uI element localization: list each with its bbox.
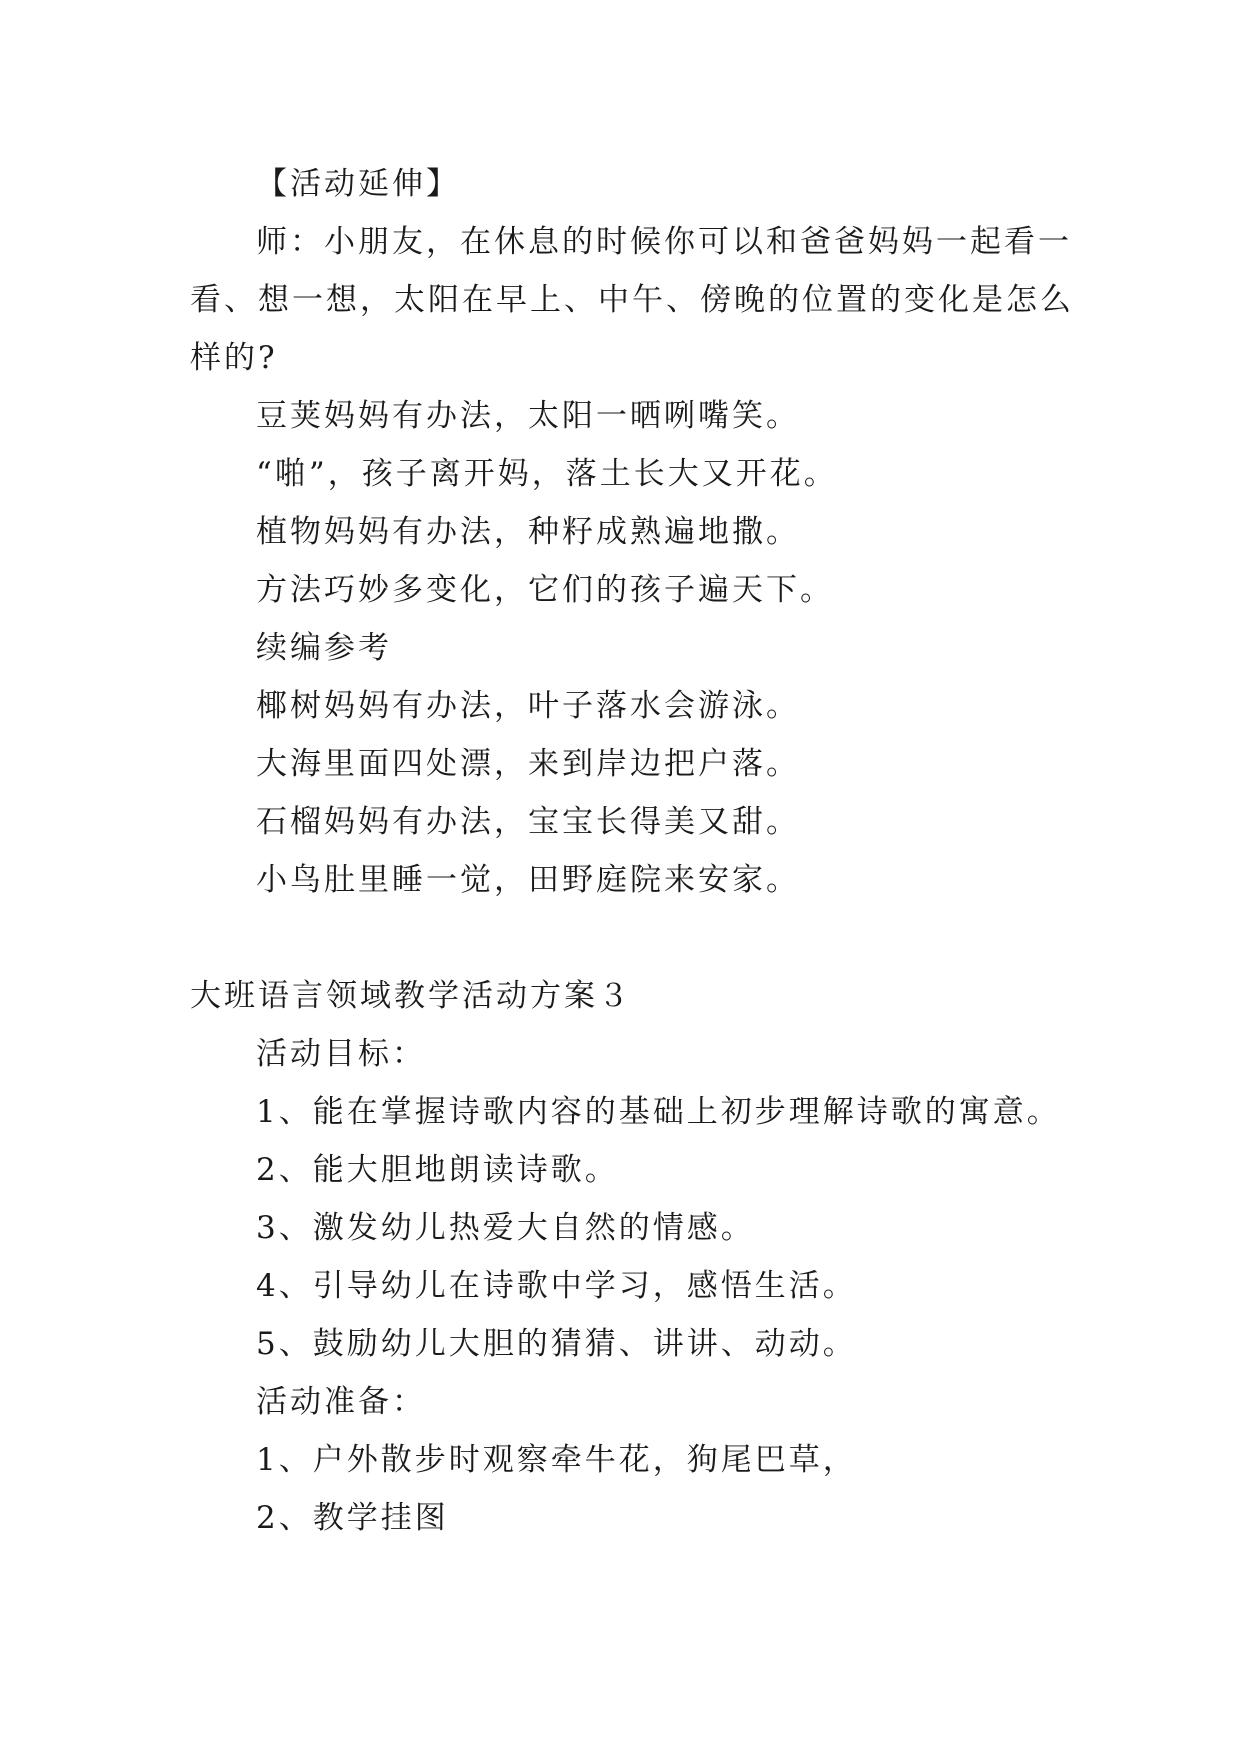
goal-item: 1、能在掌握诗歌内容的基础上初步理解诗歌的寓意。 [256, 1094, 1061, 1130]
prep-item: 1、户外散步时观察牵牛花，狗尾巴草， [256, 1442, 857, 1478]
goal-item: 3、激发幼儿热爱大自然的情感。 [256, 1210, 755, 1246]
paragraph-line: 看、想一想，太阳在早上、中午、傍晚的位置的变化是怎么 [190, 282, 1074, 318]
prep-item: 2、教学挂图 [256, 1500, 449, 1536]
continuation-line: 椰树妈妈有办法，叶子落水会游泳。 [256, 688, 800, 724]
paragraph-line: 师：小朋友，在休息的时候你可以和爸爸妈妈一起看一 [256, 224, 1072, 260]
goal-item: 4、引导幼儿在诗歌中学习，感悟生活。 [256, 1268, 857, 1304]
poem-line: “啪”，孩子离开妈，落土长大又开花。 [256, 456, 838, 492]
continuation-line: 石榴妈妈有办法，宝宝长得美又甜。 [256, 804, 800, 840]
poem-line: 植物妈妈有办法，种籽成熟遍地撒。 [256, 514, 800, 550]
continuation-label: 续编参考 [256, 630, 392, 666]
goal-item: 2、能大胆地朗读诗歌。 [256, 1152, 619, 1188]
goals-label: 活动目标： [256, 1036, 426, 1072]
paragraph-line: 样的? [190, 340, 278, 376]
section-heading-extension: 【活动延伸】 [256, 166, 460, 202]
continuation-line: 大海里面四处漂，来到岸边把户落。 [256, 746, 800, 782]
poem-line: 方法巧妙多变化，它们的孩子遍天下。 [256, 572, 834, 608]
section-title-plan3: 大班语言领域教学活动方案３ [190, 978, 632, 1014]
continuation-line: 小鸟肚里睡一觉，田野庭院来安家。 [256, 862, 800, 898]
poem-line: 豆荚妈妈有办法，太阳一晒咧嘴笑。 [256, 398, 800, 434]
prep-label: 活动准备： [256, 1384, 426, 1420]
goal-item: 5、鼓励幼儿大胆的猜猜、讲讲、动动。 [256, 1326, 857, 1362]
